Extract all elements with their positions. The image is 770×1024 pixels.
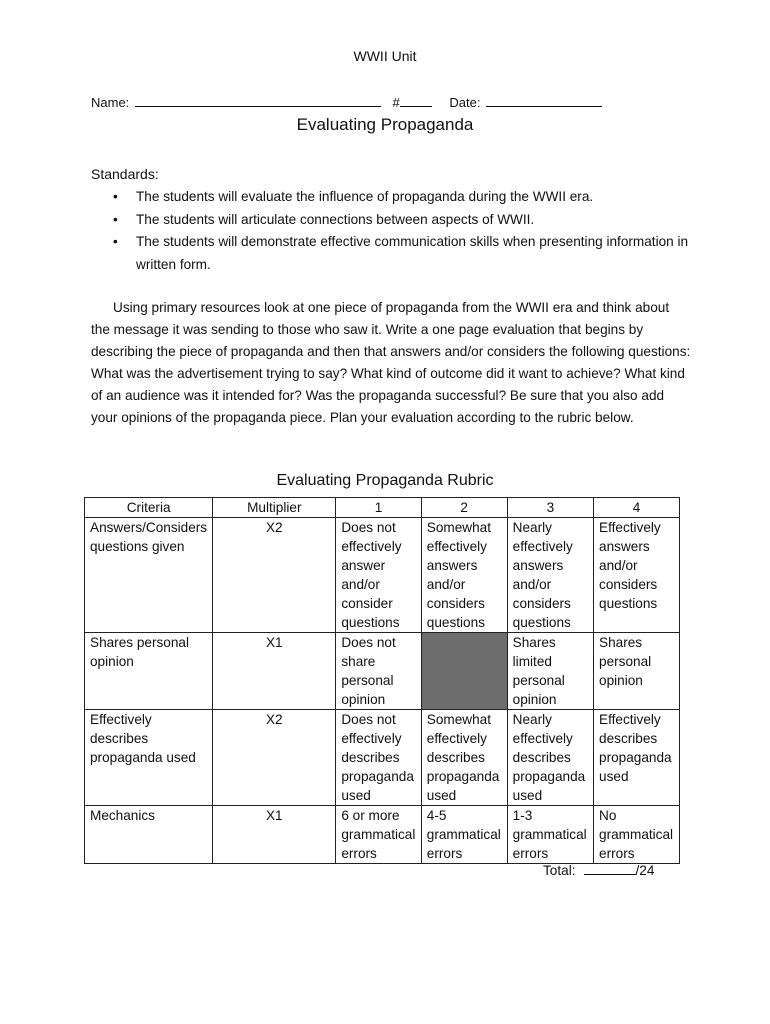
criteria-cell: Mechanics [85,806,213,864]
number-label: # [392,95,400,110]
number-blank-field[interactable] [400,94,432,107]
score-2-cell: Somewhat effectively describes propaganda used [421,710,507,806]
table-row [85,806,680,864]
instructions-paragraph: Using primary resources look at one piece of propaganda from the WWII era and think about the message it was sending to those who saw it. Write a one page evaluation that begins by describing the piece of propaganda and then that answers and/or considers the following questions: What was the advertisement trying to say? What kind of outcome did it want to achieve? What kind of an audience was it intended for? Was the propaganda successful? Be sure that you also add your opinions of the propaganda piece. Plan your evaluation according to the rubric below. [91,300,691,425]
score-3-cell: Nearly effectively answers and/or considers questions [507,518,593,633]
standard-item: • The students will demonstrate effective communication skills when presenting information in written form. [91,231,691,276]
criteria-cell: Answers/Considers questions given [85,518,213,633]
total-suffix: /24 [635,863,655,878]
score-3-cell: Nearly effectively describes propaganda used [507,710,593,806]
score-1-cell: Does not effectively answer and/or consider questions [336,518,421,633]
unit-heading: WWII Unit [353,48,417,64]
score-1-cell: Does not share personal opinion [336,633,421,710]
name-label: Name: [91,95,130,110]
standards-list [91,186,691,276]
rubric-table [84,497,680,864]
rubric-header-row [85,498,680,518]
total-label: Total: [543,863,576,878]
table-row [85,633,680,710]
total-blank-field[interactable] [584,862,636,875]
score-2-header: 2 [421,498,507,518]
multiplier-cell: X2 [213,518,336,633]
page-title: Evaluating Propaganda [296,115,474,134]
date-blank-field[interactable] [486,94,602,107]
score-4-header: 4 [594,498,680,518]
standard-item: • The students will evaluate the influence of propaganda during the WWII era. [91,186,691,209]
score-1-cell: 6 or more grammatical errors [336,806,421,864]
standard-item: • The students will articulate connections between aspects of WWII. [91,209,691,232]
standards-heading: Standards: [91,166,159,182]
criteria-cell: Effectively describes propaganda used [85,710,213,806]
name-blank-field[interactable] [135,94,381,107]
score-4-cell: Effectively answers and/or considers questions [594,518,680,633]
shaded-empty-cell [421,633,507,710]
multiplier-cell: X1 [213,633,336,710]
score-3-cell: 1-3 grammatical errors [507,806,593,864]
name-number-date-line [91,94,604,110]
score-4-cell: Shares personal opinion [594,633,680,710]
score-2-cell: 4-5 grammatical errors [421,806,507,864]
multiplier-cell: X2 [213,710,336,806]
score-2-cell: Somewhat effectively answers and/or considers questions [421,518,507,633]
table-row [85,518,680,633]
score-3-cell: Shares limited personal opinion [507,633,593,710]
criteria-header: Criteria [85,498,213,518]
multiplier-cell: X1 [213,806,336,864]
table-row [85,710,680,806]
rubric-title: Evaluating Propaganda Rubric [276,472,494,489]
score-4-cell: No grammatical errors [594,806,680,864]
criteria-cell: Shares personal opinion [85,633,213,710]
score-1-header: 1 [336,498,421,518]
score-3-header: 3 [507,498,593,518]
total-line [543,862,654,878]
score-1-cell: Does not effectively describes propaganda used [336,710,421,806]
multiplier-header: Multiplier [213,498,336,518]
score-4-cell: Effectively describes propaganda used [594,710,680,806]
date-label: Date: [449,95,481,110]
